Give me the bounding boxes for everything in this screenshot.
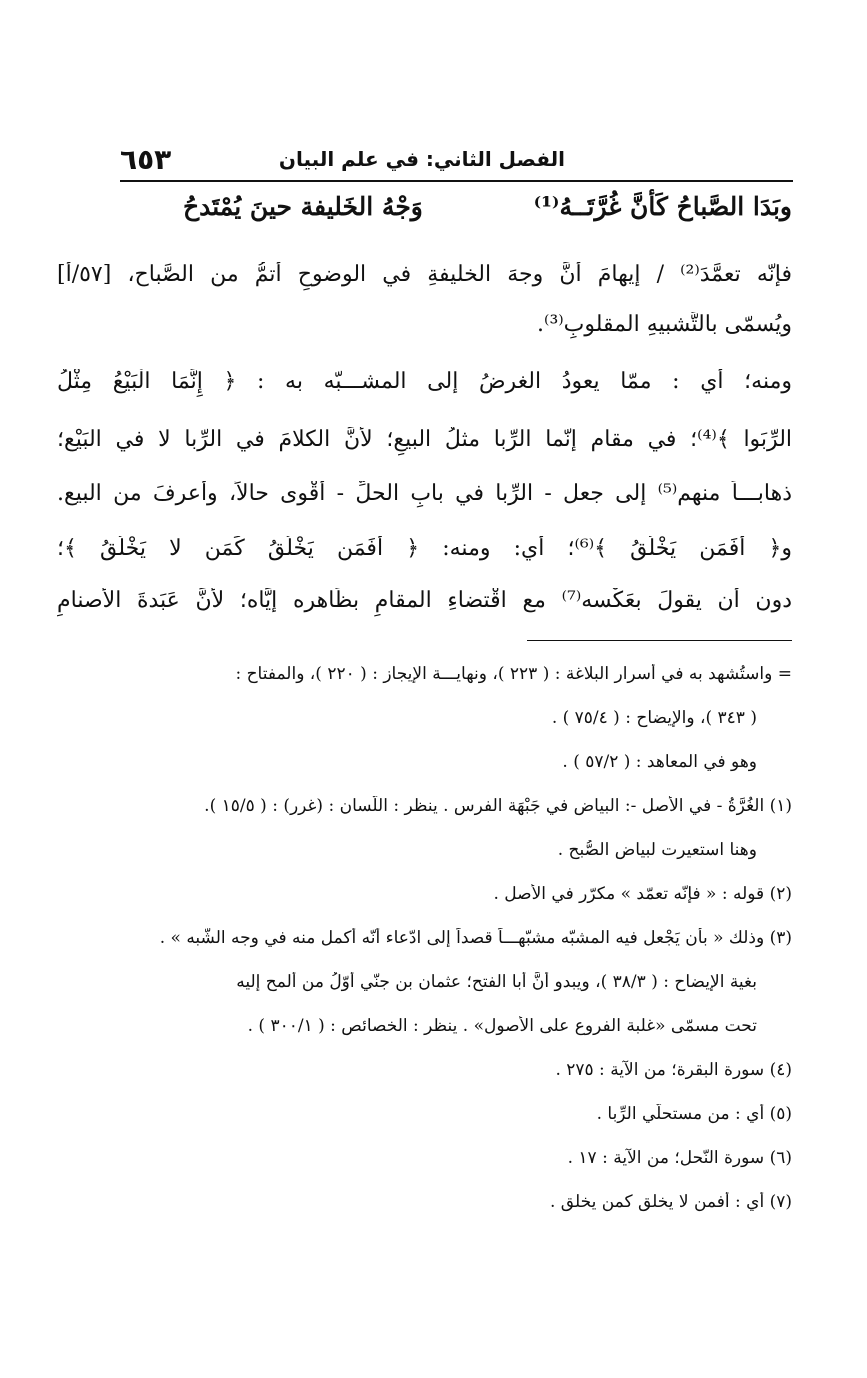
- verse-hemistich-1: وبَدَا الصَّباحُ كَأنَّ غُرَّتَــهُ⁽¹⁾: [533, 192, 792, 221]
- footnote-line: (٤) سورة البقرة؛ من الآية : ٢٧٥ .: [555, 1060, 792, 1080]
- footnote-line: (٥) أي : من مستحلّي الرِّبا .: [596, 1104, 792, 1124]
- body-line: الرِّبَوا ﴾⁽⁴⁾؛ في مقام إنّما الرِّبا مثلُ البيعِ؛ لأنَّ الكلامَ في الرِّبا لا في البَيْع؛: [57, 427, 792, 452]
- footnote-line: بغية الإيضاح : ( ٣٨/٣ )، ويبدو أنَّ أبا الفتح؛ عثمان بن جنّي أوّلُ من ألمح إليه: [236, 972, 757, 992]
- footnote-line: وهنا استعيرت لبياض الصُّبح .: [557, 840, 757, 860]
- verse-hemistich-2: وَجْهُ الخَليفة حينَ يُمْتَدحُ: [183, 192, 423, 221]
- footnote-line: وهو في المعاهد : ( ٥٧/٢ ) .: [562, 752, 757, 772]
- body-line: ويُسمّى بالتَّشبيهِ المقلوبِ⁽³⁾.: [537, 312, 792, 337]
- footnote-line: ( ٣٤٣ )، والإيضاح : ( ٧٥/٤ ) .: [551, 708, 757, 728]
- footnote-line: (٢) قوله : « فإنّه تعمّد » مكرّر في الأصل .: [493, 884, 792, 904]
- body-line: و﴿ أَفَمَن يَخْلُقُ ﴾⁽⁶⁾؛ أي: ومنه: ﴿ أَفَمَن يَخْلُقُ كَمَن لا يَخْلُقُ ﴾؛: [57, 536, 792, 561]
- footnote-line: (٧) أي : أفمن لا يخلق كمن يخلق .: [549, 1192, 792, 1212]
- body-line: فإنّه تعمَّدَ⁽²⁾ / إيهامَ أنَّ وجهَ الخليفةِ في الوضوحِ أتمُّ من الصَّباح، [٥٧/أ]: [57, 262, 792, 287]
- header-rule: [120, 180, 793, 182]
- footnote-line: (١) الغُرَّةُ - في الأصل -: البياض في جَبْهَة الفرس . ينظر : اللّسان : (غرر) : ( ١٥/٥ ).: [204, 796, 792, 816]
- chapter-title: الفصل الثاني: في علم البيان: [278, 147, 565, 171]
- footnote-line: (٦) سورة النّحل؛ من الآية : ١٧ .: [567, 1148, 792, 1168]
- running-header: [120, 143, 793, 181]
- footnote-line: تحت مسمّى «غلبة الفروع على الأصول» . ينظر : الخصائص : ( ٣٠٠/١ ) .: [247, 1016, 757, 1036]
- body-line: دون أن يقولَ بعَكْسه⁽⁷⁾ مع اقْتضاءِ المقامِ بظَاهره إيَّاه؛ لأنَّ عَبَدةَ الأصنامِ: [57, 588, 792, 613]
- body-line: ذهابـــاً منهم⁽⁵⁾ إلى جعل - الرِّبا في بابِ الحلِّ - أقْوى حالاً، وأعرفَ من البيع.: [57, 481, 792, 506]
- footnote-separator: [527, 640, 792, 641]
- footnote-line: (٣) وذلك « بأن يَجْعل فيه المشبّه مشبّهـــاً قصداً إلى ادّعاء أنّه أكمل منه في وجه الشّبه » .: [159, 928, 792, 948]
- page-number: ٦٥٣: [120, 143, 172, 176]
- footnote-line: = واستُشهد به في أسرار البلاغة : ( ٢٢٣ )، ونهايـــة الإيجاز : ( ٢٢٠ )، والمفتاح :: [235, 664, 792, 684]
- body-line: ومنه؛ أي : ممّا يعودُ الغرضُ إلى المشـــبّه به : ﴿ إِنَّمَا الْبَيْعُ مِثْلُ: [57, 369, 792, 394]
